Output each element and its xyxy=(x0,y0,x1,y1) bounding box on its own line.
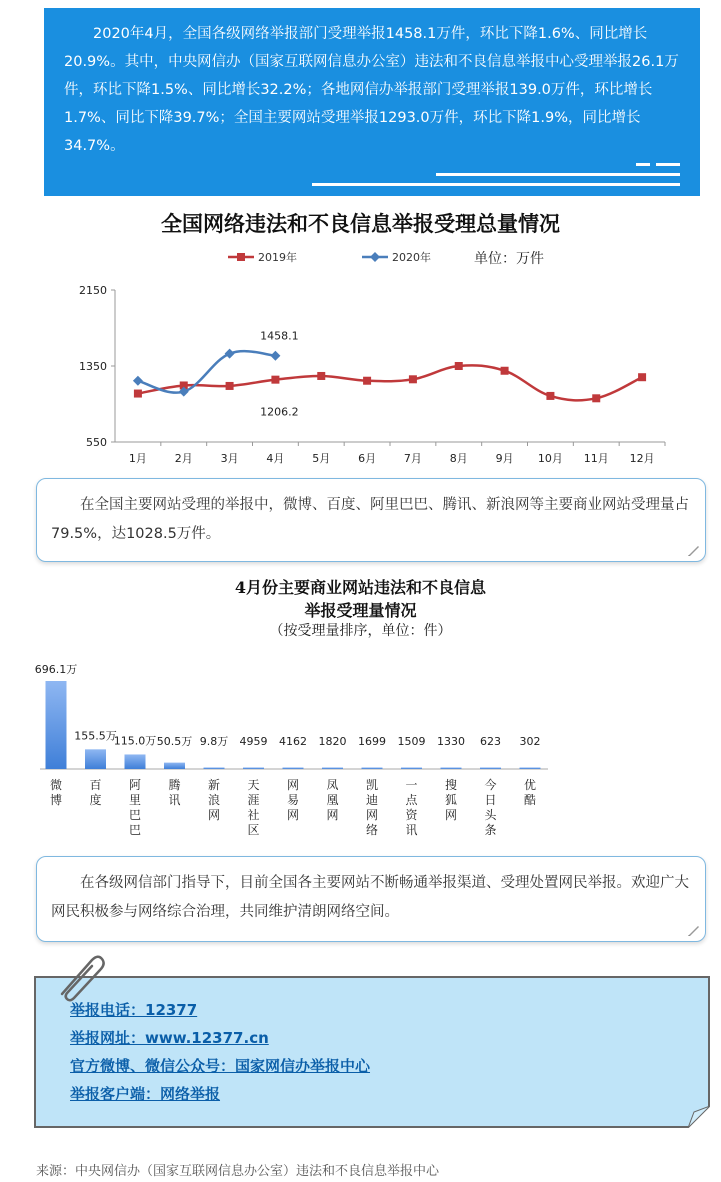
x-tick-label-char: 网 xyxy=(286,778,300,792)
x-tick-label-char: 度 xyxy=(89,793,102,807)
legend-marker xyxy=(370,252,380,262)
contact-social[interactable]: 官方微博、微信公众号：国家网信办举报中心 xyxy=(70,1057,371,1075)
x-tick-label: 7月 xyxy=(403,452,422,465)
bar-天涯社区 xyxy=(243,768,264,770)
x-tick-label-char: 百 xyxy=(89,778,102,792)
bar-chart xyxy=(0,648,721,848)
page-fold-icon xyxy=(688,1106,710,1128)
bar-value-label: 9.8万 xyxy=(199,735,229,748)
x-tick-label-char: 凰 xyxy=(326,793,339,807)
bar-value-label: 50.5万 xyxy=(156,735,193,748)
bar-chart-title-2: 举报受理量情况 xyxy=(304,601,417,620)
data-point xyxy=(134,390,142,398)
note-box-1 xyxy=(36,478,706,562)
bar-chart-title-1: 4月份主要商业网站违法和不良信息 xyxy=(234,578,487,597)
summary-text: 2020年4月，全国各级网络举报部门受理举报1458.1万件，环比下降1.6%、同比增长20.9%。其中，中央网信办（国家互联网信息办公室）违法和不良信息举报中心受理举报26.1万件，环比下降1.5%、同比增长32.2%；各地网信办举报部门受理举报139.0万件，环比增长1.7%、同比下降39.7%；全国主要网站受理举报1293.0万件，环比下降1.9%，同比增长34.7%。 xyxy=(64,26,679,154)
x-tick-label-char: 头 xyxy=(484,808,497,822)
series-line-2019年 xyxy=(138,365,642,400)
bar-百度 xyxy=(85,749,106,769)
bar-微博 xyxy=(46,681,67,769)
data-point xyxy=(226,382,234,390)
x-tick-label: 2月 xyxy=(174,452,193,465)
note-text-1: 在全国主要网站受理的举报中，微博、百度、阿里巴巴、腾讯、新浪网等主要商业网站受理量占79.5%，达1028.5万件。 xyxy=(51,497,689,542)
x-tick-label-char: 优 xyxy=(523,778,537,792)
bar-搜狐网 xyxy=(441,768,462,770)
y-tick-label: 550 xyxy=(86,436,107,449)
x-tick-label-char: 新 xyxy=(207,778,221,792)
contact-box xyxy=(34,976,710,1128)
bar-value-label: 1509 xyxy=(397,735,426,748)
bar-value-label: 1820 xyxy=(318,735,347,748)
bar-value-label: 302 xyxy=(519,735,541,748)
bar-value-label: 696.1万 xyxy=(34,663,78,676)
x-tick-label-char: 讯 xyxy=(168,793,181,807)
bar-凯迪网络 xyxy=(362,768,383,770)
summary-box xyxy=(44,8,700,196)
data-point xyxy=(638,373,646,381)
data-point xyxy=(270,351,280,361)
line-chart-title: 全国网络违法和不良信息举报受理总量情况 xyxy=(161,211,560,236)
x-tick-label-char: 网 xyxy=(444,808,458,822)
x-tick-label: 3月 xyxy=(220,452,239,465)
bar-阿里巴巴 xyxy=(125,754,146,769)
x-tick-label: 11月 xyxy=(583,452,609,465)
contact-client[interactable]: 举报客户端：网络举报 xyxy=(70,1085,221,1103)
x-tick-label-char: 区 xyxy=(247,823,260,837)
data-point xyxy=(501,367,509,375)
bar-网易网 xyxy=(283,768,304,770)
x-tick-label: 4月 xyxy=(266,452,285,465)
data-point xyxy=(363,377,371,385)
pen-icon xyxy=(687,543,701,557)
x-tick-label-char: 阿 xyxy=(128,778,142,792)
x-tick-label: 6月 xyxy=(358,452,377,465)
legend-label: 2019年 xyxy=(258,251,297,264)
x-tick-label-char: 涯 xyxy=(247,793,260,807)
data-point xyxy=(133,376,143,386)
bar-腾讯 xyxy=(164,763,185,769)
x-tick-label-char: 凯 xyxy=(365,778,379,792)
bar-chart-subtitle: （按受理量排序，单位：件） xyxy=(269,623,452,639)
data-point xyxy=(409,375,417,383)
x-tick-label-char: 网 xyxy=(365,808,379,822)
unit-label: 单位：万件 xyxy=(474,251,544,267)
x-tick-label-char: 腾 xyxy=(168,778,181,792)
bar-一点资讯 xyxy=(401,768,422,770)
x-tick-label-char: 酷 xyxy=(523,793,537,807)
x-tick-label: 5月 xyxy=(312,452,331,465)
x-tick-label-char: 浪 xyxy=(207,793,221,807)
x-tick-label-char: 日 xyxy=(484,793,497,807)
bar-value-label: 1330 xyxy=(437,735,465,748)
annotation-2019-apr: 1206.2 xyxy=(260,405,299,419)
x-tick-label: 12月 xyxy=(629,452,655,465)
data-point xyxy=(546,392,554,400)
x-tick-label-char: 社 xyxy=(247,808,260,822)
x-tick-label-char: 一 xyxy=(405,778,418,792)
legend-marker xyxy=(237,253,245,261)
x-tick-label: 10月 xyxy=(537,452,563,465)
x-tick-label-char: 天 xyxy=(247,778,260,792)
bar-value-label: 1699 xyxy=(358,735,386,748)
x-tick-label-char: 巴 xyxy=(128,808,142,822)
source-text: 来源：中央网信办（国家互联网信息办公室）违法和不良信息举报中心 xyxy=(36,1164,440,1179)
x-tick-label-char: 点 xyxy=(405,793,418,807)
x-tick-label-char: 易 xyxy=(286,793,300,807)
note-text-2: 在各级网信部门指导下，目前全国各主要网站不断畅通举报渠道、受理处置网民举报。欢迎广大网民积极参与网络综合治理，共同维护清朗网络空间。 xyxy=(51,875,689,920)
x-tick-label-char: 搜 xyxy=(444,778,458,792)
x-tick-label-char: 网 xyxy=(286,808,300,822)
line-chart xyxy=(0,240,721,490)
data-point xyxy=(271,376,279,384)
legend xyxy=(228,250,431,264)
x-tick-label-char: 博 xyxy=(49,793,63,807)
x-tick-label-char: 资 xyxy=(405,808,418,822)
legend-label: 2020年 xyxy=(392,251,431,264)
x-tick-label-char: 凤 xyxy=(326,778,339,792)
bar-新浪网 xyxy=(204,768,225,770)
bar-value-label: 623 xyxy=(480,735,501,748)
y-tick-label: 2150 xyxy=(79,284,107,297)
bar-今日头条 xyxy=(480,768,501,770)
bar-value-label: 4162 xyxy=(279,735,307,748)
x-tick-label-char: 今 xyxy=(484,778,497,792)
data-point xyxy=(225,349,235,359)
data-point xyxy=(592,394,600,402)
bar-value-label: 155.5万 xyxy=(74,729,117,743)
x-tick-label-char: 巴 xyxy=(128,823,142,837)
x-tick-label-char: 里 xyxy=(128,793,142,807)
x-tick-label-char: 网 xyxy=(207,808,221,822)
bar-value-label: 4959 xyxy=(239,735,268,748)
pen-icon xyxy=(687,923,701,937)
x-tick-label-char: 微 xyxy=(49,778,63,792)
bar-优酷 xyxy=(520,768,541,770)
x-tick-label-char: 迪 xyxy=(365,793,379,807)
x-tick-label: 8月 xyxy=(449,452,468,465)
contact-phone[interactable]: 举报电话：12377 xyxy=(70,1001,198,1019)
bar-value-label: 115.0万 xyxy=(113,734,157,748)
data-point xyxy=(317,372,325,380)
x-tick-label-char: 络 xyxy=(365,823,379,837)
x-tick-label: 1月 xyxy=(128,452,147,465)
data-point xyxy=(455,362,463,370)
x-tick-label-char: 网 xyxy=(326,808,339,822)
y-tick-label: 1350 xyxy=(79,360,107,373)
note-box-2 xyxy=(36,856,706,942)
paperclip-icon xyxy=(52,948,108,1004)
x-tick-label: 9月 xyxy=(495,452,514,465)
x-tick-label-char: 条 xyxy=(484,823,497,837)
x-tick-label-char: 狐 xyxy=(444,793,458,807)
x-tick-label-char: 讯 xyxy=(405,823,418,837)
bar-凤凰网 xyxy=(322,768,343,770)
annotation-2020-apr: 1458.1 xyxy=(260,329,299,343)
contact-website[interactable]: 举报网址：www.12377.cn xyxy=(70,1029,269,1047)
